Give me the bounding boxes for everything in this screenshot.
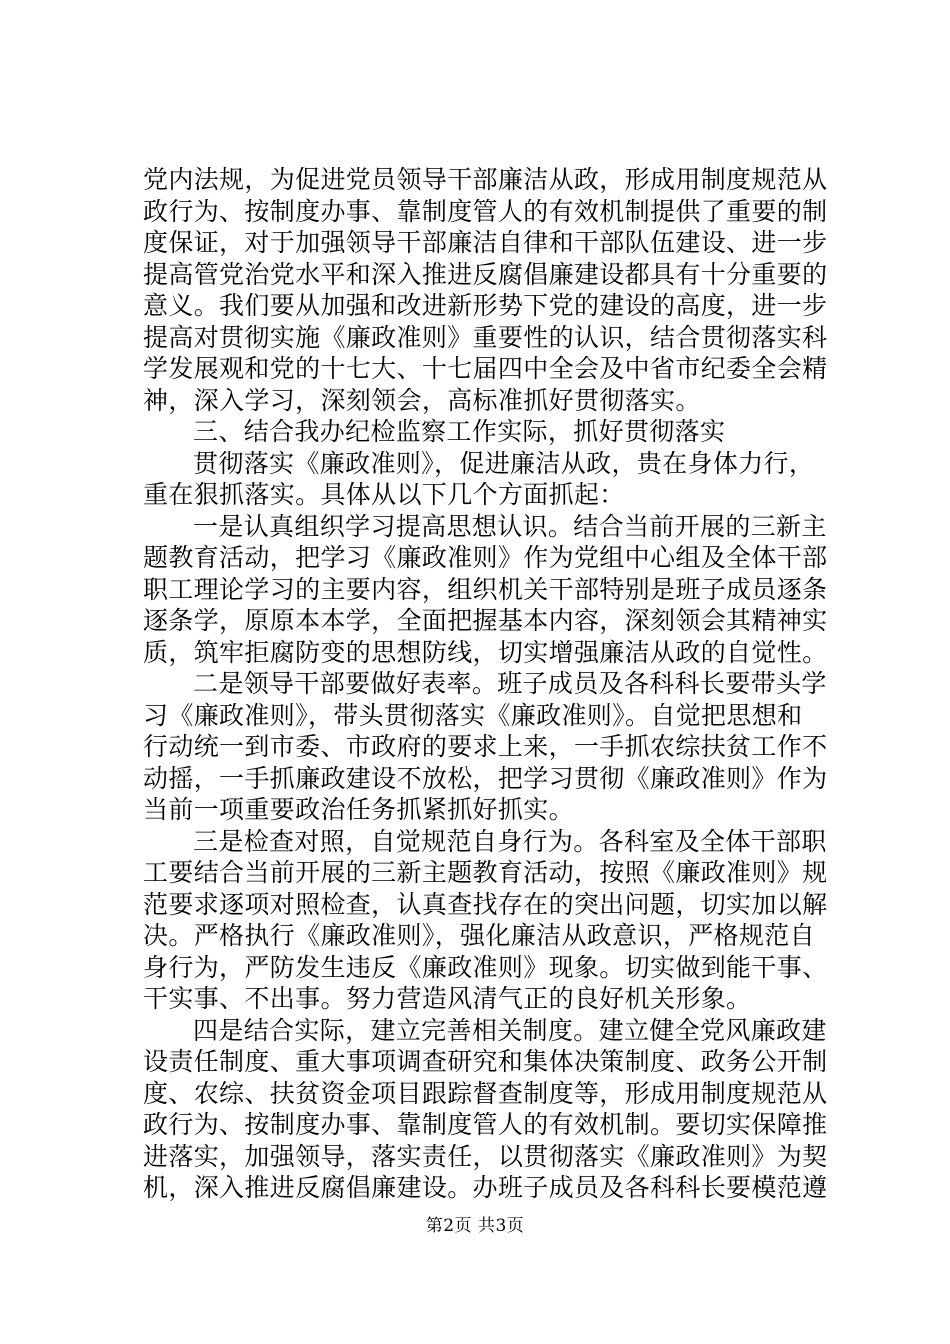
text-line: 三是检查对照，自觉规范自身行为。各科室及全体干部职	[193, 826, 827, 856]
text-line: 三、结合我办纪检监察工作实际，抓好贯彻落实	[193, 417, 726, 446]
text-line: 政行为、按制度办事、靠制度管人的有效机制。要切实保障推	[143, 1110, 828, 1139]
text-line: 意义。我们要从加强和改进新形势下党的建设的高度，进一步	[143, 291, 828, 320]
text-line: 学发展观和党的十七大、十七届四中全会及中省市纪委全会精	[143, 354, 828, 383]
document-body	[143, 164, 828, 1204]
text-line: 度保证，对于加强领导干部廉洁自律和干部队伍建设、进一步	[143, 228, 828, 257]
text-line: 质，筑牢拒腐防变的思想防线，切实增强廉洁从政的自觉性。	[143, 637, 828, 667]
text-line: 度、农综、扶贫资金项目跟踪督查制度等，形成用制度规范从	[143, 1078, 828, 1108]
text-line: 政行为、按制度办事、靠制度管人的有效机制提供了重要的制	[143, 196, 828, 226]
text-line: 四是结合实际，建立完善相关制度。建立健全党风廉政建	[193, 1015, 827, 1045]
text-line: 提高对贯彻实施《廉政准则》重要性的认识，结合贯彻落实科	[143, 322, 828, 352]
text-line: 机，深入推进反腐倡廉建设。办班子成员及各科科长要模范遵	[143, 1173, 828, 1202]
text-line: 重在狠抓落实。具体从以下几个方面抓起：	[143, 480, 625, 509]
text-line: 职工理论学习的主要内容，组织机关干部特别是班子成员逐条	[143, 574, 828, 604]
text-line: 贯彻落实《廉政准则》，促进廉洁从政，贵在身体力行，	[193, 448, 815, 478]
page-footer: 第2页 共3页	[425, 1216, 525, 1236]
text-line: 决。严格执行《廉政准则》，强化廉洁从政意识，严格规范自	[143, 921, 815, 950]
text-line: 身行为，严防发生违反《廉政准则》现象。切实做到能干事、	[143, 952, 828, 982]
text-line: 干实事、不出事。努力营造风清气正的良好机关形象。	[143, 984, 752, 1013]
text-line: 二是领导干部要做好表率。班子成员及各科科长要带头学	[193, 669, 827, 698]
text-line: 动摇，一手抓廉政建设不放松，把学习贯彻《廉政准则》作为	[143, 763, 828, 793]
text-line: 逐条学，原原本本学，全面把握基本内容，深刻领会其精神实	[143, 606, 828, 635]
text-line: 神，深入学习，深刻领会，高标准抓好贯彻落实。	[143, 385, 701, 415]
text-line: 工要结合当前开展的三新主题教育活动，按照《廉政准则》规	[143, 858, 828, 887]
text-line: 范要求逐项对照检查，认真查找存在的突出问题，切实加以解	[143, 889, 828, 919]
text-line: 习《廉政准则》，带头贯彻落实《廉政准则》。自觉把思想和	[143, 700, 803, 730]
text-line: 提高管党治党水平和深入推进反腐倡廉建设都具有十分重要的	[143, 259, 828, 289]
text-line: 一是认真组织学习提高思想认识。结合当前开展的三新主	[193, 511, 827, 541]
text-line: 行动统一到市委、市政府的要求上来，一手抓农综扶贫工作不	[143, 732, 828, 761]
text-line: 当前一项重要政治任务抓紧抓好抓实。	[143, 795, 574, 824]
text-line: 题教育活动，把学习《廉政准则》作为党组中心组及全体干部	[143, 543, 828, 572]
text-line: 设责任制度、重大事项调查研究和集体决策制度、政务公开制	[143, 1047, 828, 1076]
text-line: 党内法规，为促进党员领导干部廉洁从政，形成用制度规范从	[143, 165, 828, 194]
text-line: 进落实，加强领导，落实责任，以贯彻落实《廉政准则》为契	[143, 1141, 828, 1171]
